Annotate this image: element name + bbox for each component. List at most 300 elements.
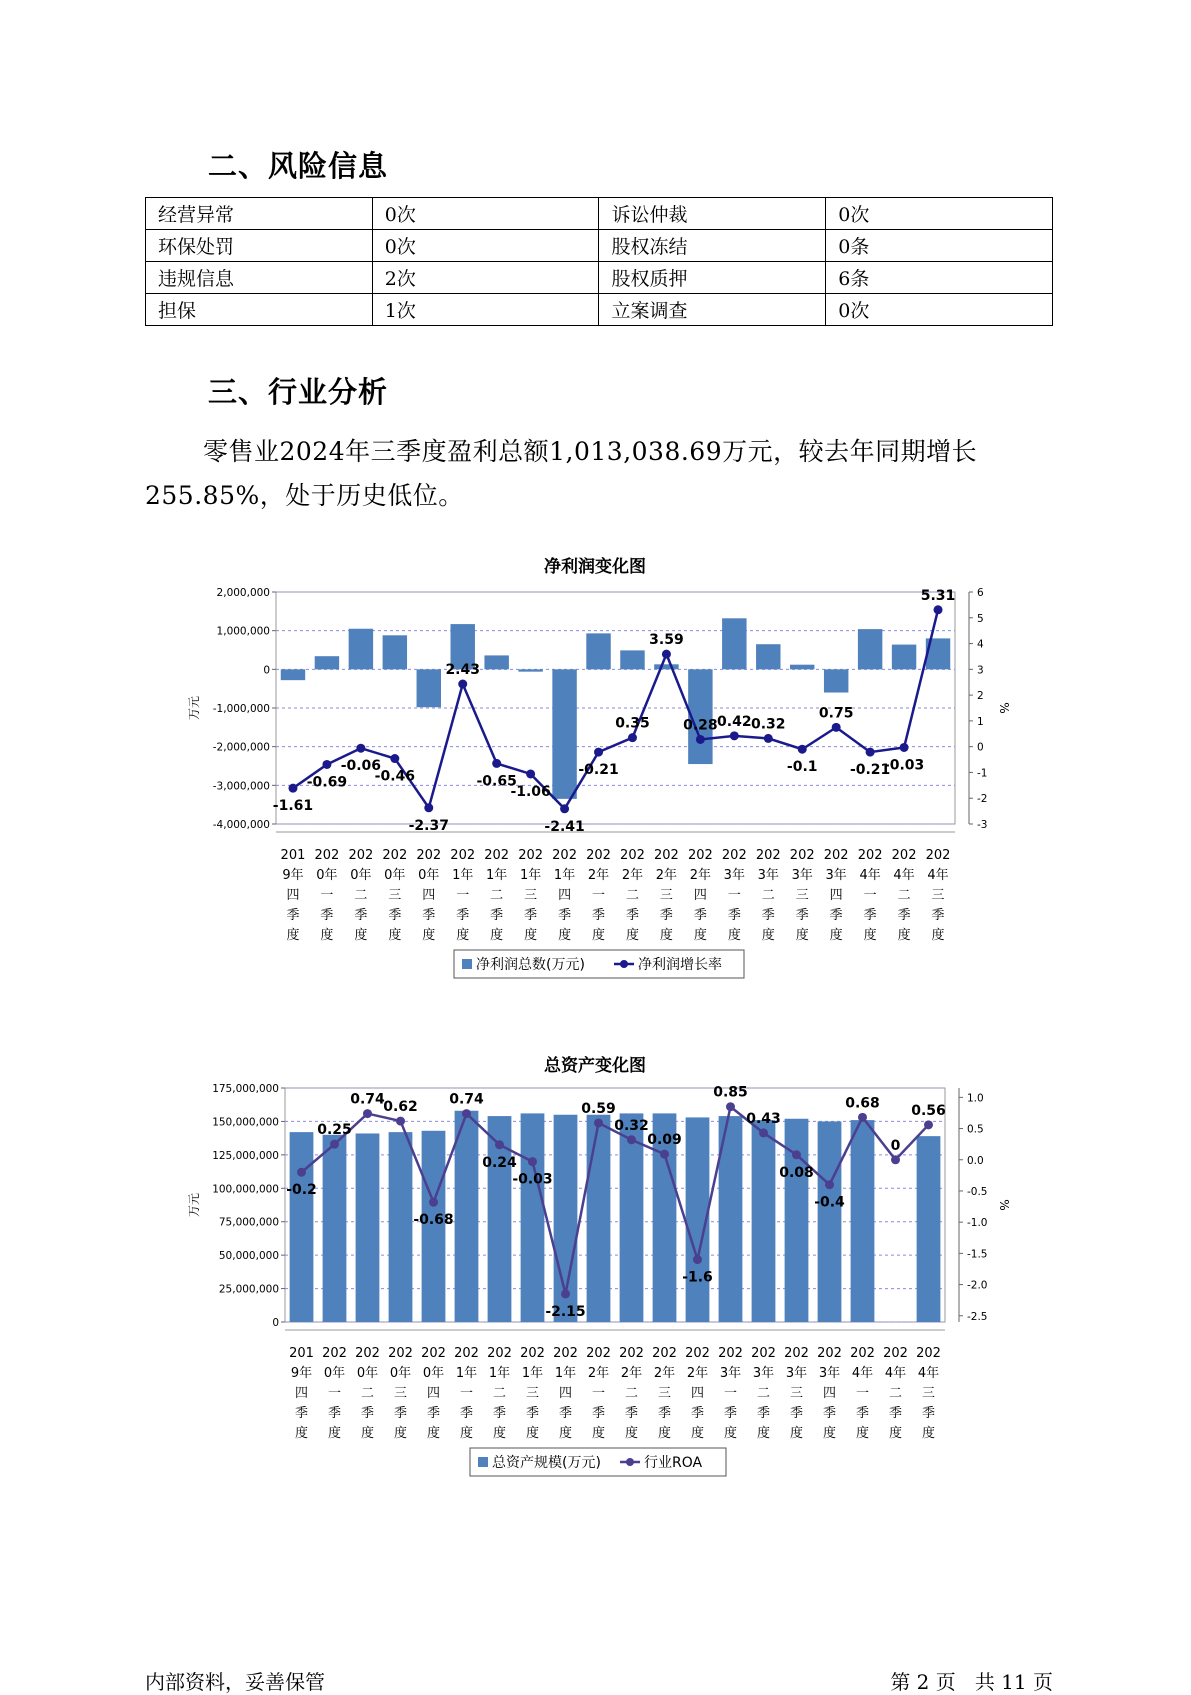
x-tick-label: 季 <box>931 908 945 923</box>
x-tick-label: 季 <box>354 908 368 923</box>
bar <box>752 1120 776 1322</box>
risk-info-table <box>145 197 1053 326</box>
y2-tick-label: 2 <box>977 690 984 703</box>
data-label: -0.2 <box>286 1182 317 1199</box>
x-tick-label: 2年 <box>621 868 644 883</box>
data-label: -2.37 <box>408 817 449 834</box>
x-tick-label: 度 <box>624 1426 639 1441</box>
x-tick-label: 3年 <box>757 868 779 883</box>
bar <box>290 1132 314 1322</box>
x-tick-label: 度 <box>723 1426 738 1441</box>
x-tick-label: 1年 <box>521 1366 544 1381</box>
line-point <box>322 760 331 769</box>
x-tick-label: 3年 <box>791 868 813 883</box>
y-tick-label: 100,000,000 <box>212 1183 279 1196</box>
data-label: 0.68 <box>845 1095 880 1112</box>
x-tick-label: 202 <box>388 1346 413 1361</box>
bar <box>323 1135 347 1322</box>
line-point <box>429 1198 438 1207</box>
bar <box>518 669 542 671</box>
y2-tick-label: -1.0 <box>967 1217 988 1230</box>
x-tick-label: 202 <box>586 848 611 863</box>
line-point <box>832 723 841 732</box>
line-point <box>764 734 773 743</box>
x-tick-label: 四 <box>286 888 300 903</box>
x-tick-label: 季 <box>558 908 572 923</box>
x-tick-label: 202 <box>751 1346 776 1361</box>
x-tick-label: 季 <box>657 1406 672 1421</box>
x-tick-label: 4年 <box>884 1366 907 1381</box>
table-row <box>146 230 1053 262</box>
data-label: 0.08 <box>779 1164 814 1181</box>
data-label: -2.41 <box>544 818 585 835</box>
x-tick-label: 季 <box>393 1406 408 1421</box>
x-tick-label: 二 <box>490 888 504 903</box>
x-tick-label: 3年 <box>719 1366 742 1381</box>
line-point <box>726 1102 735 1111</box>
line-point <box>330 1140 339 1149</box>
x-tick-label: 2年 <box>689 868 712 883</box>
line-point <box>866 748 875 757</box>
x-tick-label: 四 <box>294 1386 309 1401</box>
x-tick-label: 四 <box>690 1386 705 1401</box>
y2-tick-label: 0.0 <box>967 1154 984 1167</box>
x-tick-label: 202 <box>916 1346 941 1361</box>
page-number: 第 2 页 共 11 页 <box>890 1670 1053 1694</box>
x-tick-label: 202 <box>654 848 679 863</box>
line-point <box>594 748 603 757</box>
y2-axis-label: % <box>997 702 1011 714</box>
x-tick-label: 1年 <box>452 868 474 883</box>
bar <box>349 629 373 670</box>
line-point <box>492 759 501 768</box>
x-tick-label: 度 <box>659 928 673 943</box>
bar <box>818 1121 842 1322</box>
legend-label: 净利润增长率 <box>638 957 722 973</box>
line-point <box>628 733 637 742</box>
risk-value: 2次 <box>372 262 599 294</box>
risk-label: 担保 <box>146 294 373 326</box>
x-tick-label: 度 <box>931 928 945 943</box>
x-tick-label: 季 <box>524 908 538 923</box>
data-label: -0.46 <box>374 768 416 785</box>
x-tick-label: 202 <box>883 1346 908 1361</box>
x-tick-label: 度 <box>822 1426 837 1441</box>
y-tick-label: -2,000,000 <box>212 741 270 754</box>
x-tick-label: 度 <box>360 1426 375 1441</box>
legend-label: 总资产规模(万元) <box>492 1455 601 1471</box>
bar <box>389 1132 413 1322</box>
x-tick-label: 4年 <box>859 868 881 883</box>
x-tick-label: 季 <box>855 1406 870 1421</box>
x-tick-label: 202 <box>652 1346 677 1361</box>
x-tick-label: 度 <box>525 1426 540 1441</box>
table-row <box>146 262 1053 294</box>
x-tick-label: 0年 <box>418 868 440 883</box>
x-tick-label: 度 <box>690 1426 705 1441</box>
data-label: 0.32 <box>614 1117 649 1134</box>
x-tick-label: 一 <box>327 1386 342 1401</box>
x-tick-label: 度 <box>558 1426 573 1441</box>
risk-label: 违规信息 <box>146 262 373 294</box>
bar <box>383 635 407 669</box>
x-tick-label: 0年 <box>384 868 406 883</box>
data-label: -0.21 <box>849 762 891 779</box>
x-tick-label: 0年 <box>316 868 338 883</box>
x-tick-label: 季 <box>693 908 707 923</box>
x-tick-label: 4年 <box>927 868 949 883</box>
y2-tick-label: 0 <box>977 741 984 754</box>
legend-swatch-bar <box>478 1457 488 1467</box>
x-tick-label: 度 <box>320 928 334 943</box>
data-label: 0.74 <box>350 1091 385 1108</box>
y2-tick-label: -1.5 <box>967 1248 988 1261</box>
y-tick-label: 0 <box>263 664 270 677</box>
data-label: 0.09 <box>647 1132 682 1149</box>
line-point <box>858 1113 867 1122</box>
y-tick-label: 1,000,000 <box>216 625 270 638</box>
line-point <box>792 1150 801 1159</box>
x-tick-label: 度 <box>426 1426 441 1441</box>
y2-tick-label: 1 <box>977 715 984 728</box>
line-point <box>662 650 671 659</box>
x-tick-label: 度 <box>863 928 877 943</box>
x-tick-label: 202 <box>687 848 713 863</box>
x-tick-label: 202 <box>552 848 577 863</box>
x-tick-label: 三 <box>388 888 402 903</box>
data-label: 5.31 <box>920 587 956 604</box>
x-tick-label: 202 <box>685 1346 710 1361</box>
x-tick-label: 1年 <box>488 1366 511 1381</box>
chart-title: 净利润变化图 <box>544 557 646 577</box>
bar <box>356 1133 380 1322</box>
bar <box>315 656 339 669</box>
x-tick-label: 202 <box>520 1346 545 1361</box>
x-tick-label: 4年 <box>917 1366 940 1381</box>
y-axis-label: 万元 <box>187 1192 201 1218</box>
y-axis-label: 万元 <box>187 695 201 721</box>
line-point <box>627 1135 636 1144</box>
x-tick-label: 1年 <box>553 868 576 883</box>
x-tick-label: 202 <box>416 848 442 863</box>
x-tick-label: 度 <box>459 1426 474 1441</box>
x-tick-label: 2年 <box>655 868 678 883</box>
x-tick-label: 三 <box>931 888 945 903</box>
line-point <box>424 803 433 812</box>
x-tick-label: 度 <box>422 928 436 943</box>
bar <box>917 1136 941 1322</box>
data-label: 0 <box>890 1137 901 1154</box>
x-tick-label: 202 <box>817 1346 842 1361</box>
x-tick-label: 9年 <box>290 1366 313 1381</box>
legend-swatch-bar <box>462 959 472 969</box>
x-tick-label: 二 <box>625 888 639 903</box>
x-tick-label: 202 <box>784 1346 809 1361</box>
line-point <box>891 1155 900 1164</box>
x-tick-label: 0年 <box>422 1366 445 1381</box>
chart-title: 总资产变化图 <box>544 1056 646 1076</box>
line-point <box>825 1180 834 1189</box>
data-label: -0.65 <box>476 773 517 790</box>
data-label: 0.74 <box>449 1091 484 1108</box>
y2-tick-label: 6 <box>977 587 984 599</box>
legend-swatch-point <box>626 1458 634 1466</box>
line-point <box>730 731 739 740</box>
x-tick-label: 9年 <box>282 868 304 883</box>
data-label: -0.03 <box>512 1171 553 1188</box>
y2-tick-label: -3 <box>977 819 988 831</box>
line-point <box>495 1140 504 1149</box>
y2-tick-label: 4 <box>977 638 984 651</box>
x-tick-label: 202 <box>718 1346 743 1361</box>
x-tick-label: 一 <box>320 888 334 903</box>
x-tick-label: 202 <box>454 1346 479 1361</box>
x-tick-label: 度 <box>327 1426 342 1441</box>
x-tick-label: 季 <box>690 1406 705 1421</box>
bar <box>521 1113 545 1322</box>
x-tick-label: 度 <box>855 1426 870 1441</box>
x-tick-label: 202 <box>487 1346 512 1361</box>
risk-value: 1次 <box>372 294 599 326</box>
x-tick-label: 202 <box>518 848 544 863</box>
x-tick-label: 季 <box>320 908 334 923</box>
x-tick-label: 度 <box>393 1426 408 1441</box>
legend-label: 净利润总数(万元) <box>476 957 585 973</box>
x-tick-label: 三 <box>789 1386 804 1401</box>
x-tick-label: 季 <box>294 1406 309 1421</box>
x-tick-label: 201 <box>280 848 306 863</box>
x-tick-label: 季 <box>490 908 504 923</box>
data-label: -0.1 <box>786 759 818 776</box>
table-row <box>146 198 1053 230</box>
bar <box>722 618 746 669</box>
x-tick-label: 3年 <box>818 1366 841 1381</box>
x-tick-label: 一 <box>592 888 606 903</box>
x-tick-label: 四 <box>693 888 707 903</box>
x-tick-label: 3年 <box>723 868 745 883</box>
x-tick-label: 1年 <box>519 868 542 883</box>
x-tick-label: 202 <box>586 1346 611 1361</box>
x-tick-label: 季 <box>659 908 673 923</box>
footer-note: 内部资料，妥善保管 <box>145 1670 325 1694</box>
x-tick-label: 度 <box>456 928 470 943</box>
line-point <box>528 1157 537 1166</box>
bar <box>552 669 576 799</box>
line-point <box>363 1109 372 1118</box>
x-tick-label: 0年 <box>356 1366 379 1381</box>
data-label: 0.24 <box>482 1154 517 1171</box>
x-tick-label: 202 <box>721 848 747 863</box>
y2-tick-label: -0.5 <box>967 1185 988 1198</box>
x-tick-label: 202 <box>789 848 815 863</box>
risk-value: 0次 <box>372 198 599 230</box>
x-tick-label: 季 <box>422 908 436 923</box>
x-tick-label: 季 <box>921 1406 936 1421</box>
data-label: -0.69 <box>306 774 348 791</box>
bar <box>654 664 678 669</box>
total-assets-chart <box>0 1070 1191 1500</box>
data-label: 0.43 <box>746 1110 781 1127</box>
y2-tick-label: 0.5 <box>967 1123 984 1136</box>
y2-tick-label: 5 <box>977 612 984 625</box>
x-tick-label: 202 <box>850 1346 875 1361</box>
x-tick-label: 四 <box>558 1386 573 1401</box>
x-tick-label: 季 <box>723 1406 738 1421</box>
data-label: -0.68 <box>413 1212 454 1229</box>
x-tick-label: 度 <box>286 928 300 943</box>
data-label: 0.85 <box>713 1084 748 1101</box>
x-tick-label: 0年 <box>350 868 372 883</box>
data-label: 0.35 <box>615 715 650 732</box>
line-point <box>462 1109 471 1118</box>
x-tick-label: 202 <box>755 848 781 863</box>
y2-tick-label: -2 <box>977 793 988 806</box>
x-tick-label: 四 <box>426 1386 441 1401</box>
x-tick-label: 季 <box>388 908 402 923</box>
y-tick-label: 175,000,000 <box>212 1083 279 1095</box>
x-tick-label: 二 <box>360 1386 375 1401</box>
x-tick-label: 202 <box>857 848 883 863</box>
x-tick-label: 季 <box>459 1406 474 1421</box>
x-tick-label: 一 <box>727 888 741 903</box>
x-tick-label: 202 <box>553 1346 578 1361</box>
x-tick-label: 度 <box>657 1426 672 1441</box>
x-tick-label: 季 <box>756 1406 771 1421</box>
risk-value: 0条 <box>826 230 1053 262</box>
x-tick-label: 202 <box>355 1346 380 1361</box>
x-tick-label: 度 <box>897 928 911 943</box>
x-tick-label: 季 <box>456 908 470 923</box>
x-tick-label: 度 <box>524 928 538 943</box>
x-tick-label: 季 <box>492 1406 507 1421</box>
line-point <box>390 754 399 763</box>
x-tick-label: 一 <box>863 888 877 903</box>
table-row <box>146 294 1053 326</box>
data-label: 2.43 <box>445 662 480 679</box>
risk-section-heading: 二、风险信息 <box>208 149 389 183</box>
x-tick-label: 202 <box>348 848 374 863</box>
y-tick-label: 125,000,000 <box>212 1149 279 1162</box>
y2-tick-label: 1.0 <box>967 1092 984 1105</box>
x-tick-label: 202 <box>314 848 340 863</box>
risk-label: 环保处罚 <box>146 230 373 262</box>
data-label: -0.4 <box>814 1194 845 1211</box>
x-tick-label: 202 <box>823 848 849 863</box>
y2-axis-label: % <box>997 1199 1011 1211</box>
x-tick-label: 二 <box>888 1386 903 1401</box>
data-label: 0.32 <box>751 716 786 733</box>
industry-section-heading: 三、行业分析 <box>208 375 389 409</box>
line-point <box>560 804 569 813</box>
y-tick-label: 2,000,000 <box>216 587 270 599</box>
risk-value: 0次 <box>826 294 1053 326</box>
bar <box>892 645 916 670</box>
x-tick-label: 四 <box>422 888 436 903</box>
y-tick-label: -4,000,000 <box>212 819 270 831</box>
x-tick-label: 二 <box>761 888 775 903</box>
industry-paragraph: 零售业2024年三季度盈利总额1,013,038.69万元，较去年同期增长255.85%，处于历史低位。 <box>145 437 978 510</box>
bar <box>790 665 814 670</box>
risk-label: 经营异常 <box>146 198 373 230</box>
x-tick-label: 季 <box>795 908 809 923</box>
line-point <box>660 1150 669 1159</box>
line-point <box>288 784 297 793</box>
line-point <box>924 1120 933 1129</box>
data-label: -2.15 <box>545 1303 586 1320</box>
x-tick-label: 度 <box>921 1426 936 1441</box>
x-tick-label: 202 <box>619 1346 644 1361</box>
risk-label: 立案调查 <box>599 294 826 326</box>
x-tick-label: 二 <box>492 1386 507 1401</box>
data-label: 0.59 <box>581 1100 616 1117</box>
x-tick-label: 2年 <box>653 1366 676 1381</box>
bar <box>586 633 610 669</box>
x-tick-label: 度 <box>591 1426 606 1441</box>
bar <box>858 629 882 669</box>
bar <box>620 650 644 669</box>
line-point <box>693 1255 702 1264</box>
x-tick-label: 202 <box>382 848 408 863</box>
x-tick-label: 季 <box>863 908 877 923</box>
x-tick-label: 季 <box>897 908 911 923</box>
risk-value: 0次 <box>372 230 599 262</box>
y-tick-label: 150,000,000 <box>212 1116 279 1129</box>
line-point <box>526 769 535 778</box>
x-tick-label: 季 <box>822 1406 837 1421</box>
x-tick-label: 2年 <box>686 1366 709 1381</box>
x-tick-label: 202 <box>322 1346 347 1361</box>
x-tick-label: 一 <box>723 1386 738 1401</box>
line-point <box>900 743 909 752</box>
y-tick-label: -1,000,000 <box>212 703 270 715</box>
x-tick-label: 度 <box>789 1426 804 1441</box>
x-tick-label: 度 <box>761 928 775 943</box>
data-label: -0.06 <box>340 758 382 775</box>
line-point <box>297 1168 306 1177</box>
x-tick-label: 度 <box>829 928 843 943</box>
line-point <box>396 1117 405 1126</box>
line-point <box>356 744 365 753</box>
x-tick-label: 202 <box>421 1346 446 1361</box>
x-tick-label: 季 <box>727 908 741 923</box>
x-tick-label: 度 <box>625 928 639 943</box>
x-tick-label: 2年 <box>620 1366 643 1381</box>
x-tick-label: 三 <box>524 888 538 903</box>
x-tick-label: 季 <box>624 1406 639 1421</box>
x-tick-label: 202 <box>620 848 645 863</box>
x-tick-label: 201 <box>289 1346 314 1361</box>
y2-tick-label: -2.0 <box>967 1279 988 1292</box>
x-tick-label: 季 <box>591 1406 606 1421</box>
x-tick-label: 度 <box>756 1426 771 1441</box>
data-label: 0.25 <box>317 1122 352 1139</box>
x-tick-label: 0年 <box>389 1366 412 1381</box>
x-tick-label: 季 <box>592 908 606 923</box>
x-tick-label: 3年 <box>752 1366 775 1381</box>
data-label: -1.06 <box>510 783 551 800</box>
x-tick-label: 度 <box>354 928 368 943</box>
risk-label: 股权冻结 <box>599 230 826 262</box>
bar <box>281 669 305 680</box>
data-label: -1.61 <box>272 798 314 815</box>
data-label: 3.59 <box>649 632 684 649</box>
x-tick-label: 3年 <box>825 868 847 883</box>
data-label: -1.6 <box>682 1269 713 1286</box>
x-tick-label: 一 <box>459 1386 474 1401</box>
x-tick-label: 季 <box>327 1406 342 1421</box>
x-tick-label: 202 <box>484 848 510 863</box>
line-point <box>798 745 807 754</box>
